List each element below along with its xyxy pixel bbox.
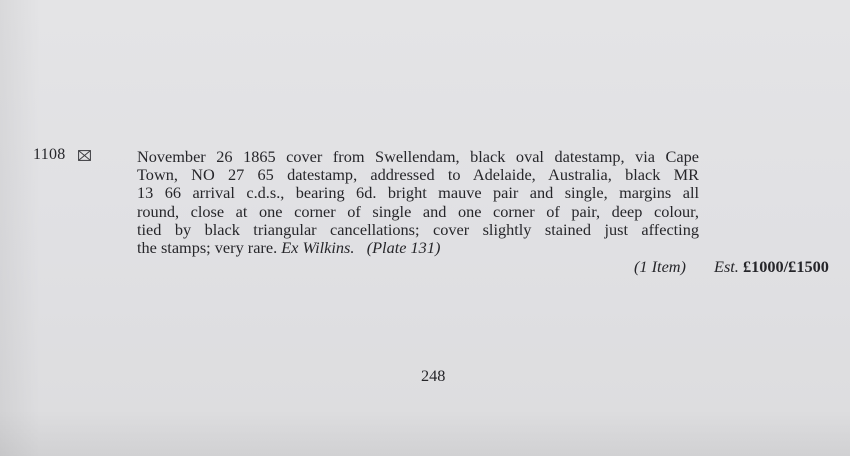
description-final-text: the stamps; very rare.	[137, 237, 282, 257]
envelope-cover-icon	[78, 150, 91, 161]
description-line: 13 66 arrival c.d.s., bearing 6d. bright mauve pair and single, margins all	[137, 183, 699, 203]
description-line: Town, NO 27 65 datestamp, addressed to Adelaide, Australia, black MR	[137, 165, 699, 185]
lot-number: 1108	[33, 146, 66, 163]
spacer	[354, 238, 366, 257]
estimate	[714, 257, 829, 277]
description-line: November 26 1865 cover from Swellendam, black oval datestamp, via Cape	[137, 147, 699, 166]
lot-description	[137, 148, 699, 257]
estimate-value: £1000/£1500	[742, 257, 829, 276]
description-line: round, close at one corner of single and one corner of pair, deep colour,	[137, 201, 699, 221]
item-quantity: (1 Item)	[634, 257, 686, 276]
provenance: Ex Wilkins.	[281, 237, 355, 257]
estimate-label: Est.	[714, 257, 743, 276]
description-final-line	[137, 239, 699, 257]
description-line: tied by black triangular cancellations; cover slightly stained just affecting	[137, 219, 699, 239]
page-number: 248	[421, 366, 446, 385]
plate-reference: (Plate 131)	[366, 237, 441, 257]
page-shadow	[0, 410, 850, 456]
